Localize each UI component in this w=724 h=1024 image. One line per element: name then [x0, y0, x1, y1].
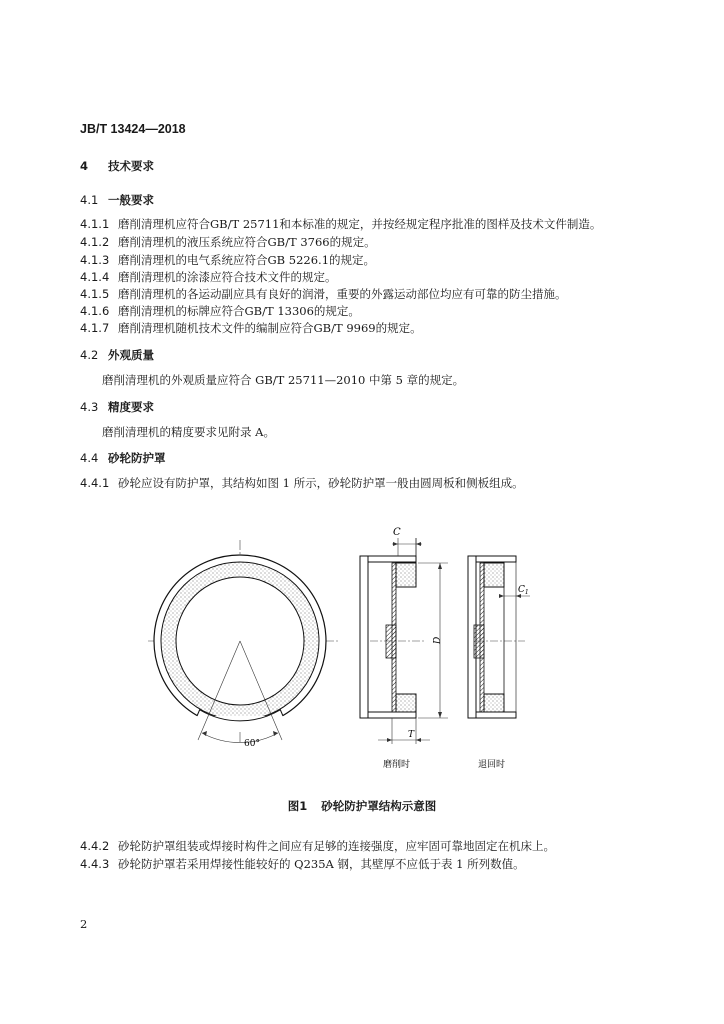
clause-number: 4.1.4 — [80, 270, 110, 284]
clause-text: 砂轮防护罩若采用焊接性能较好的 Q235A 钢，其壁厚不应低于表 1 所列数值。 — [118, 857, 525, 871]
clause-text: 砂轮应设有防护罩，其结构如图 1 所示，砂轮防护罩一般由圆周板和侧板组成。 — [118, 476, 524, 490]
dim-c1-letter: C — [518, 585, 525, 595]
appearance-paragraph: 磨削清理机的外观质量应符合 GB/T 25711—2010 中第 5 章的规定。 — [102, 373, 465, 387]
caption-number: 图1 — [287, 799, 308, 813]
dim-c-label: C — [393, 527, 401, 538]
section-number: 4 — [80, 159, 89, 173]
section-number: 4.1 — [80, 193, 99, 207]
label-grinding: 磨削时 — [383, 760, 411, 770]
section-title: 精度要求 — [108, 400, 154, 414]
clause-text: 磨削清理机的液压系统应符合GB/T 3766的规定。 — [118, 235, 376, 249]
clause-text: 砂轮防护罩组装或焊接时构件之间应有足够的连接强度，应牢固可靠地固定在机床上。 — [118, 839, 555, 853]
clause-number: 4.1.7 — [80, 321, 110, 335]
clause-text: 磨削清理机随机技术文件的编制应符合GB/T 9969的规定。 — [118, 321, 422, 335]
section-title: 技术要求 — [108, 159, 154, 173]
clause-4-4-2 — [80, 838, 555, 854]
dim-c1-subscript: 1 — [524, 589, 529, 596]
side-view-retracted — [468, 556, 530, 770]
front-view — [148, 540, 338, 749]
clause-number: 4.4.2 — [80, 839, 110, 853]
side-view-grinding — [360, 527, 448, 770]
caption-title: 砂轮防护罩结构示意图 — [321, 799, 437, 813]
section-number: 4.4 — [80, 451, 99, 465]
dim-c1-label — [518, 585, 529, 596]
figure-1-caption — [0, 798, 724, 814]
clause-number: 4.1.6 — [80, 304, 110, 318]
clause-number: 4.4.1 — [80, 476, 110, 490]
clause-text: 磨削清理机的涂漆应符合技术文件的规定。 — [118, 270, 337, 284]
angle-label: 60° — [244, 739, 260, 749]
dim-t-label: T — [408, 730, 415, 740]
label-retract: 退回时 — [478, 760, 506, 770]
section-title: 砂轮防护罩 — [108, 451, 166, 465]
page-number: 2 — [80, 917, 88, 931]
clause-number: 4.1.3 — [80, 253, 110, 267]
section-number: 4.3 — [80, 400, 99, 414]
clause-number: 4.1.5 — [80, 287, 110, 301]
clause-text: 磨削清理机的标牌应符合GB/T 13306的规定。 — [118, 304, 360, 318]
section-title: 一般要求 — [108, 193, 154, 207]
clause-number: 4.4.3 — [80, 857, 110, 871]
clause-text: 磨削清理机应符合GB/T 25711和本标准的规定，并按经规定程序批准的图样及技术文件制造。 — [118, 217, 602, 231]
clause-number: 4.1.1 — [80, 217, 110, 231]
clause-text: 磨削清理机的各运动副应具有良好的润滑，重要的外露运动部位均应有可靠的防尘措施。 — [118, 287, 567, 301]
clause-4-4-3 — [80, 856, 525, 872]
standard-number: JB/T 13424—2018 — [80, 122, 186, 136]
section-title: 外观质量 — [108, 348, 154, 362]
accuracy-paragraph: 磨削清理机的精度要求见附录 A。 — [102, 425, 275, 439]
clause-number: 4.1.2 — [80, 235, 110, 249]
clause-text: 磨削清理机的电气系统应符合GB 5226.1的规定。 — [118, 253, 376, 267]
section-number: 4.2 — [80, 348, 99, 362]
dim-d-label: D — [433, 636, 443, 644]
